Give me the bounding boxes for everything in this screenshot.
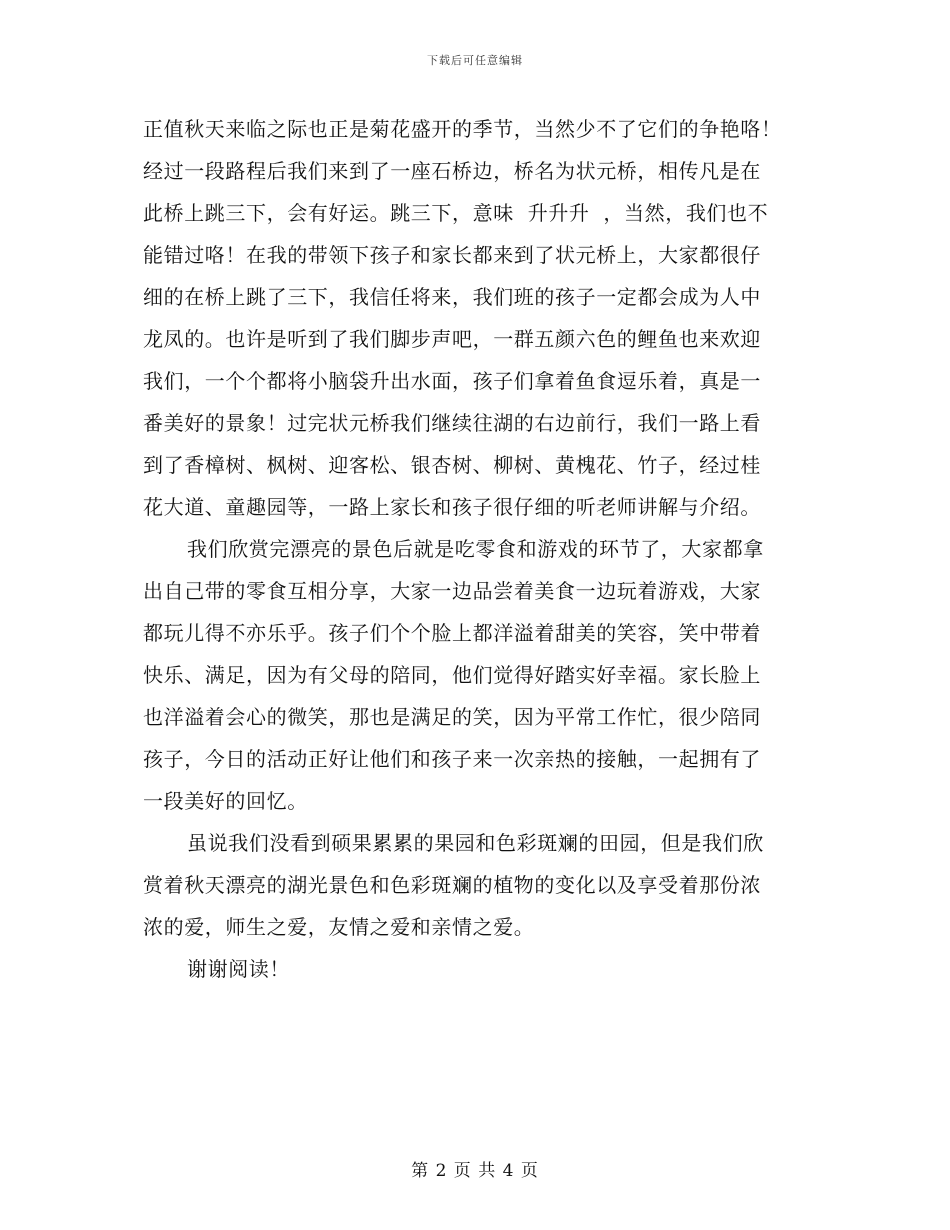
text-line: 一段美好的回忆。 — [143, 789, 308, 813]
text-line: 细的在桥上跳了三下，我信任将来，我们班的孩子一定都会成为人中 — [143, 285, 761, 309]
text-line: 快乐、满足，因为有父母的陪同，他们觉得好踏实好幸福。家长脸上 — [143, 663, 761, 687]
page-header-note: 下载后可任意编辑 — [427, 54, 523, 67]
text-line: 龙凤的。也许是听到了我们脚步声吧，一群五颜六色的鲤鱼也来欢迎 — [143, 327, 761, 351]
text-line: 此桥上跳三下，会有好运。跳三下，意味 升升升 ，当然，我们也不 — [143, 201, 769, 225]
text-line: 浓的爱，师生之爱，友情之爱和亲情之爱。 — [143, 915, 535, 939]
text-line: 出自己带的零食互相分享，大家一边品尝着美食一边玩着游戏，大家 — [143, 579, 761, 603]
text-line: 都玩儿得不亦乐乎。孩子们个个脸上都洋溢着甜美的笑容，笑中带着 — [143, 621, 761, 645]
paragraph-first-line: 虽说我们没看到硕果累累的果园和色彩斑斓的田园，但是我们欣 — [187, 831, 764, 855]
text-line: 我们，一个个都将小脑袋升出水面，孩子们拿着鱼食逗乐着，真是一 — [143, 369, 761, 393]
closing-line: 谢谢阅读！ — [187, 957, 290, 981]
paragraph-first-line: 我们欣赏完漂亮的景色后就是吃零食和游戏的环节了，大家都拿 — [187, 537, 764, 561]
text-line: 正值秋天来临之际也正是菊花盛开的季节，当然少不了它们的争艳咯！ — [143, 117, 782, 141]
document-body — [143, 108, 807, 990]
text-line: 花大道、童趣园等，一路上家长和孩子很仔细的听老师讲解与介绍。 — [143, 495, 761, 519]
text-line: 经过一段路程后我们来到了一座石桥边，桥名为状元桥，相传凡是在 — [143, 159, 761, 183]
text-line: 赏着秋天漂亮的湖光景色和色彩斑斓的植物的变化以及享受着那份浓 — [143, 873, 761, 897]
page-number: 第 2 页 共 4 页 — [411, 1161, 539, 1181]
text-line: 能错过咯！在我的带领下孩子和家长都来到了状元桥上，大家都很仔 — [143, 243, 761, 267]
text-line: 番美好的景象！过完状元桥我们继续往湖的右边前行，我们一路上看 — [143, 411, 761, 435]
text-line: 到了香樟树、枫树、迎客松、银杏树、柳树、黄槐花、竹子，经过桂 — [143, 453, 761, 477]
text-line: 孩子，今日的活动正好让他们和孩子来一次亲热的接触，一起拥有了 — [143, 747, 761, 771]
text-line: 也洋溢着会心的微笑，那也是满足的笑，因为平常工作忙，很少陪同 — [143, 705, 761, 729]
